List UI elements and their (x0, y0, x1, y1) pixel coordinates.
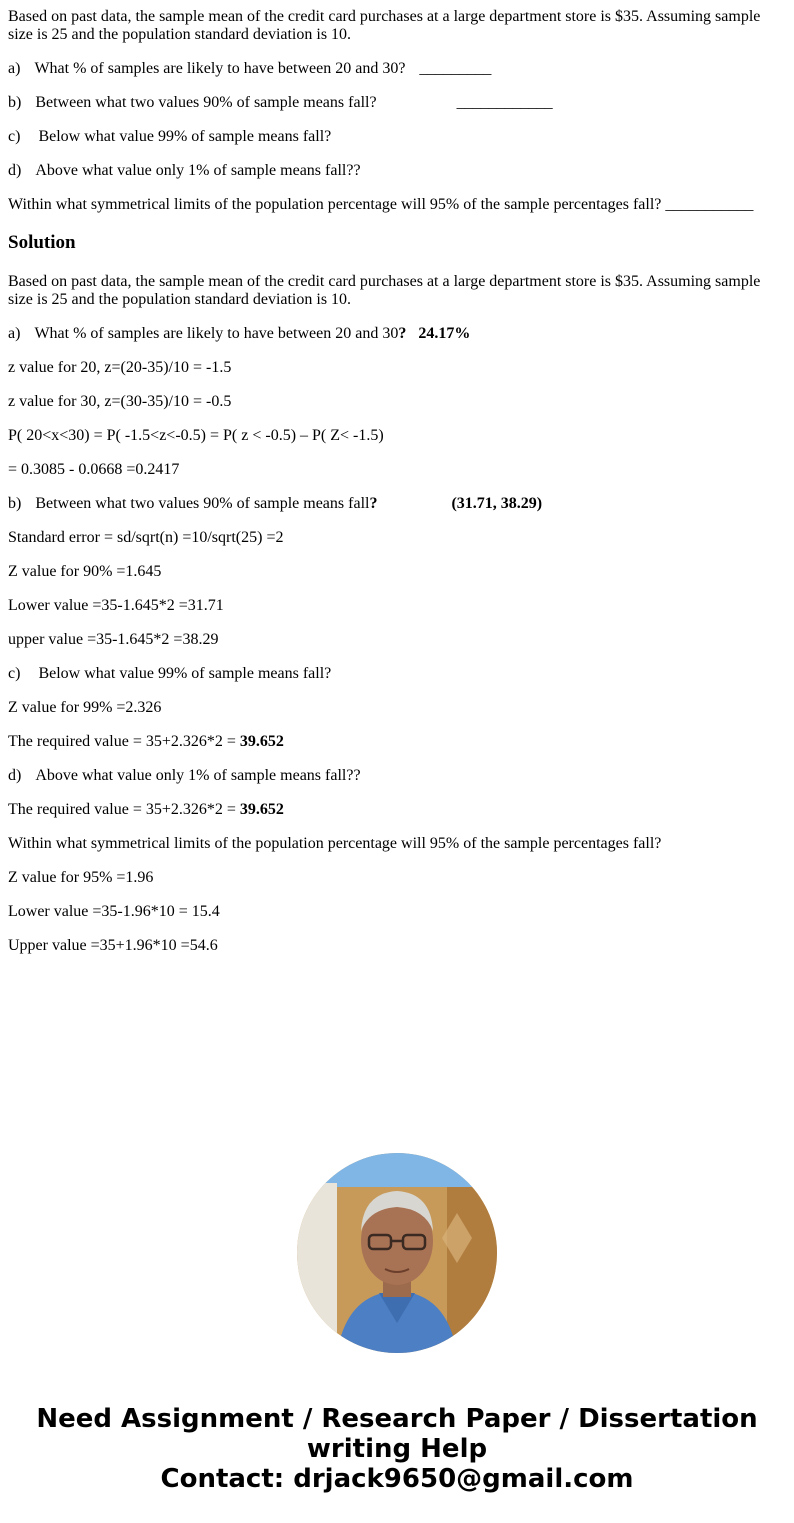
solution-a-step: P( 20<x<30) = P( -1.5<z<-0.5) = P( z < -0.5) – P( Z< -1.5) (8, 427, 384, 444)
item-text: Above what value only 1% of sample means fall?? (35, 162, 361, 179)
item-label: a) (8, 325, 21, 342)
solution-d-result (8, 801, 284, 819)
solution-e: Within what symmetrical limits of the population percentage will 95% of the sample percentages fall? (8, 835, 662, 852)
item-text: Above what value only 1% of sample means fall?? (35, 767, 361, 784)
item-text: Below what value 99% of sample means fall? (38, 128, 332, 145)
result-value: 39.652 (239, 801, 284, 818)
solution-a-step: z value for 20, z=(20-35)/10 = -1.5 (8, 359, 232, 376)
result-value: 39.652 (239, 733, 284, 750)
solution-e-step: Z value for 95% =1.96 (8, 869, 154, 886)
item-text: Below what value 99% of sample means fall? (38, 665, 332, 682)
question-mark: ? (369, 495, 378, 512)
item-text: Within what symmetrical limits of the population percentage will 95% of the sample percentages fall? (8, 196, 662, 213)
result-text: The required value = 35+2.326*2 = (8, 733, 240, 750)
item-label: b) (8, 94, 22, 111)
answer-blank: _________ (419, 60, 492, 77)
banner-line: Need Assignment / Research Paper / Dissertation (36, 1404, 758, 1434)
solution-a (8, 325, 470, 343)
question-intro: Based on past data, the sample mean of the credit card purchases at a large department store is $35. Assuming sample size is 25 and the population standard deviation is 10. (8, 8, 761, 43)
question-e (8, 196, 753, 214)
answer-blank: ___________ (665, 196, 754, 213)
solution-a-step: = 0.3085 - 0.0668 =0.2417 (8, 461, 180, 478)
solution-b-step: upper value =35-1.645*2 =38.29 (8, 631, 219, 648)
solution-e-step: Lower value =35-1.96*10 = 15.4 (8, 903, 220, 920)
solution-intro: Based on past data, the sample mean of the credit card purchases at a large department store is $35. Assuming sample size is 25 and the population standard deviation is 10. (8, 273, 761, 308)
item-text: What % of samples are likely to have between 20 and 30 (34, 325, 399, 342)
item-label: c) (8, 128, 21, 145)
question-d (8, 162, 361, 180)
item-label: d) (8, 162, 22, 179)
solution-d (8, 767, 361, 785)
author-photo (297, 1153, 497, 1353)
answer-blank: ____________ (456, 94, 553, 111)
question-a (8, 60, 491, 78)
solution-heading: Solution (8, 232, 76, 253)
answer-value: 24.17% (418, 325, 471, 342)
solution-b-step: Standard error = sd/sqrt(n) =10/sqrt(25) =2 (8, 529, 284, 546)
question-c (8, 128, 331, 146)
item-text: Between what two values 90% of sample means fall (35, 495, 370, 512)
item-label: d) (8, 767, 22, 784)
item-label: b) (8, 495, 22, 512)
solution-b-step: Lower value =35-1.645*2 =31.71 (8, 597, 224, 614)
question-b (8, 94, 553, 112)
author-portrait-icon (297, 1153, 497, 1353)
contact-banner (0, 1404, 794, 1494)
solution-c-step: Z value for 99% =2.326 (8, 699, 162, 716)
banner-line: writing Help (306, 1434, 488, 1464)
item-label: c) (8, 665, 21, 682)
contact-email[interactable]: Contact: drjack9650@gmail.com (160, 1464, 634, 1494)
item-label: a) (8, 60, 21, 77)
result-text: The required value = 35+2.326*2 = (8, 801, 240, 818)
item-text: What % of samples are likely to have between 20 and 30? (34, 60, 406, 77)
solution-c (8, 665, 331, 683)
solution-a-step: z value for 30, z=(30-35)/10 = -0.5 (8, 393, 232, 410)
solution-e-step: Upper value =35+1.96*10 =54.6 (8, 937, 218, 954)
solution-c-result (8, 733, 284, 751)
item-text: Between what two values 90% of sample means fall? (35, 94, 377, 111)
solution-b-step: Z value for 90% =1.645 (8, 563, 162, 580)
answer-value: (31.71, 38.29) (451, 495, 543, 512)
solution-b (8, 495, 542, 513)
question-mark: ? (398, 325, 407, 342)
